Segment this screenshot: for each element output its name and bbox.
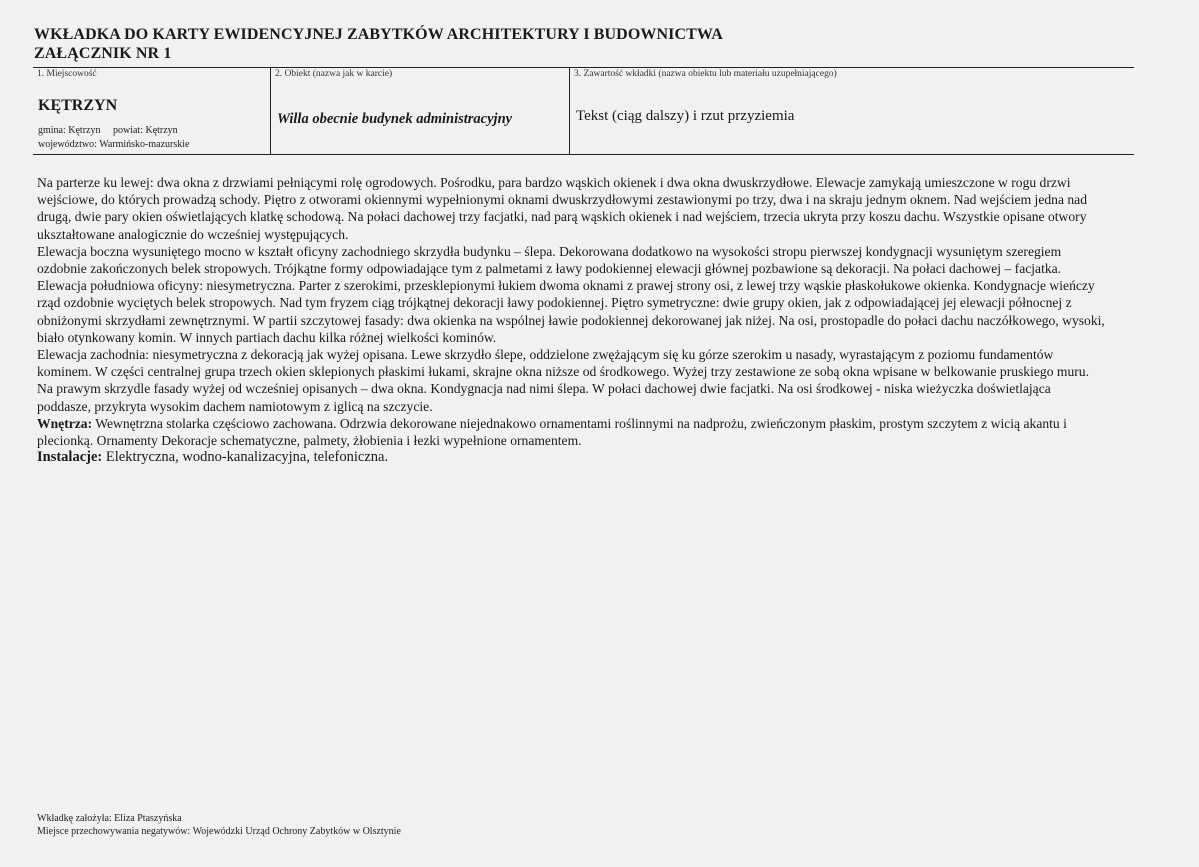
document-title <box>34 25 723 63</box>
commune: gmina: Kętrzyn <box>38 125 101 136</box>
contents-label: 3. Zawartość wkładki (nazwa obiektu lub materiału uzupełniającego) <box>574 69 837 79</box>
installations-label: Instalacje: <box>37 449 103 466</box>
interiors-label: Wnętrza: <box>37 415 93 431</box>
administrative-units <box>38 124 189 152</box>
locality-value: KĘTRZYN <box>38 97 118 114</box>
description-body <box>37 174 1107 466</box>
locality-label: 1. Miejscowość <box>37 69 97 79</box>
paragraph-installations <box>37 449 1107 466</box>
paragraph-south-elevation: Elewacja południowa oficyny: niesymetryczna. Parter z szerokimi, przesklepionymi łukiem dwoma oknami z prawej strony osi, z lewej trzy wąskie płaskołukowe okienka. Kondygnacje wieńczy rząd ozdobnie wyciętych belek stropowych. Nad tym fryzem ciąg trójkątnej dekoracji ławy podokiennej. Piętro symetryczne: dwie grupy okien, jak z odpowiadającej jej elewacji północnej z obniżonymi skrzydłami zewnętrznymi. W partii szczytowej fasady: dwa okienka na wspólnej ławie podokiennej dekorowanej jak niżej. Na osi, prostopadle do połaci dachu naczółkowego, wysoki, biało otynkowany komin. W innych partiach dachu kilka różnej wielkości kominów. <box>37 278 1105 345</box>
field-object <box>271 68 570 154</box>
footer-author: Wkładkę założyła: Eliza Ptaszyńska <box>37 813 182 824</box>
title-line-2: ZAŁĄCZNIK NR 1 <box>34 45 172 62</box>
paragraph-interiors <box>37 415 1107 449</box>
paragraph-side-elevation: Elewacja boczna wysuniętego mocno w kształt oficyny zachodniego skrzydła budynku – ślepa. Dekorowana dodatkowo na wysokości stropu pierwszej kondygnacji wysuniętym szeregiem ozdobnie zakończonych belek stropowych. Trójkątne formy odpowiadające tym z palmetami z ławy podokiennej elewacji głównej pozbawione są dekoracji. Na połaci dachowej – facjatka. <box>37 243 1062 277</box>
paragraph-ground-floor: Na parterze ku lewej: dwa okna z drzwiami pełniącymi rolę ogrodowych. Pośrodku, para bardzo wąskich okienek i dwa okna dwuskrzydłowe. Elewacje zamykają umieszczone w rogu drzwi wejściowe, do których prowadzą schody. Piętro z otworami okiennymi wypełnionymi oknami dwuskrzydłowymi zestawionymi po trzy, dwa i na skraju jednym oknem. Nad wejściem jedna nad drugą, dwie pary okien oświetlających klatkę schodową. Na połaci dachowej trzy facjatki, nad parą wąskich okienek i nad wejściem, trzecia ukryta przy koszu dachu. Wszystkie opisane otwory ukształtowane analogicznie do wcześniej występujących. <box>37 175 1088 242</box>
contents-value: Tekst (ciąg dalszy) i rzut przyziemia <box>576 108 795 124</box>
field-contents <box>570 68 1134 154</box>
field-locality <box>33 68 271 154</box>
footer <box>37 812 401 838</box>
paragraph-west-elevation: Elewacja zachodnia: niesymetryczna z dekoracją jak wyżej opisana. Lewe skrzydło ślepe, oddzielone zwężającym się ku górze szerokim u nasady, wyrastającym z poziomu fundamentów kominem. W części centralnej grupa trzech okien sklepionych płaskimi łukami, skrajne okna niższe od środkowego. Wyżej trzy zestawione ze sobą okna wpisane w belkowanie pruskiego muru. Na prawym skrzydle fasady wyżej od wcześniej opisanych – dwa okna. Kondygnacja nad nimi ślepa. W połaci dachowej dwie facjatki. Na osi środkowej - niska wieżyczka doświetlająca poddasze, przykryta wysokim dachem namiotowym z iglicą na szczycie. <box>37 347 1090 414</box>
title-line-1: WKŁADKA DO KARTY EWIDENCYJNEJ ZABYTKÓW ARCHITEKTURY I BUDOWNICTWA <box>34 26 723 43</box>
installations-text: Elektryczna, wodno-kanalizacyjna, telefoniczna. <box>102 449 389 466</box>
footer-storage: Miejsce przechowywania negatywów: Wojewódzki Urząd Ochrony Zabytków w Olsztynie <box>37 826 401 837</box>
object-label: 2. Obiekt (nazwa jak w karcie) <box>275 69 393 79</box>
header-table <box>33 67 1134 155</box>
interiors-text: Wewnętrzna stolarka częściowo zachowana. Odrzwia dekorowane niejednakowo ornamentami roślinnymi na nadprożu, zwieńczonym płaskim, prostym szczytem z wicią akantu i plecionką. Ornamenty Dekoracje schematyczne, palmety, żłobienia i łezki wypełnione ornamentem. <box>37 415 1067 449</box>
object-value: Willa obecnie budynek administracyjny <box>277 111 513 127</box>
voivodeship: województwo: Warmińsko-mazurskie <box>38 139 190 150</box>
district: powiat: Kętrzyn <box>112 125 178 136</box>
